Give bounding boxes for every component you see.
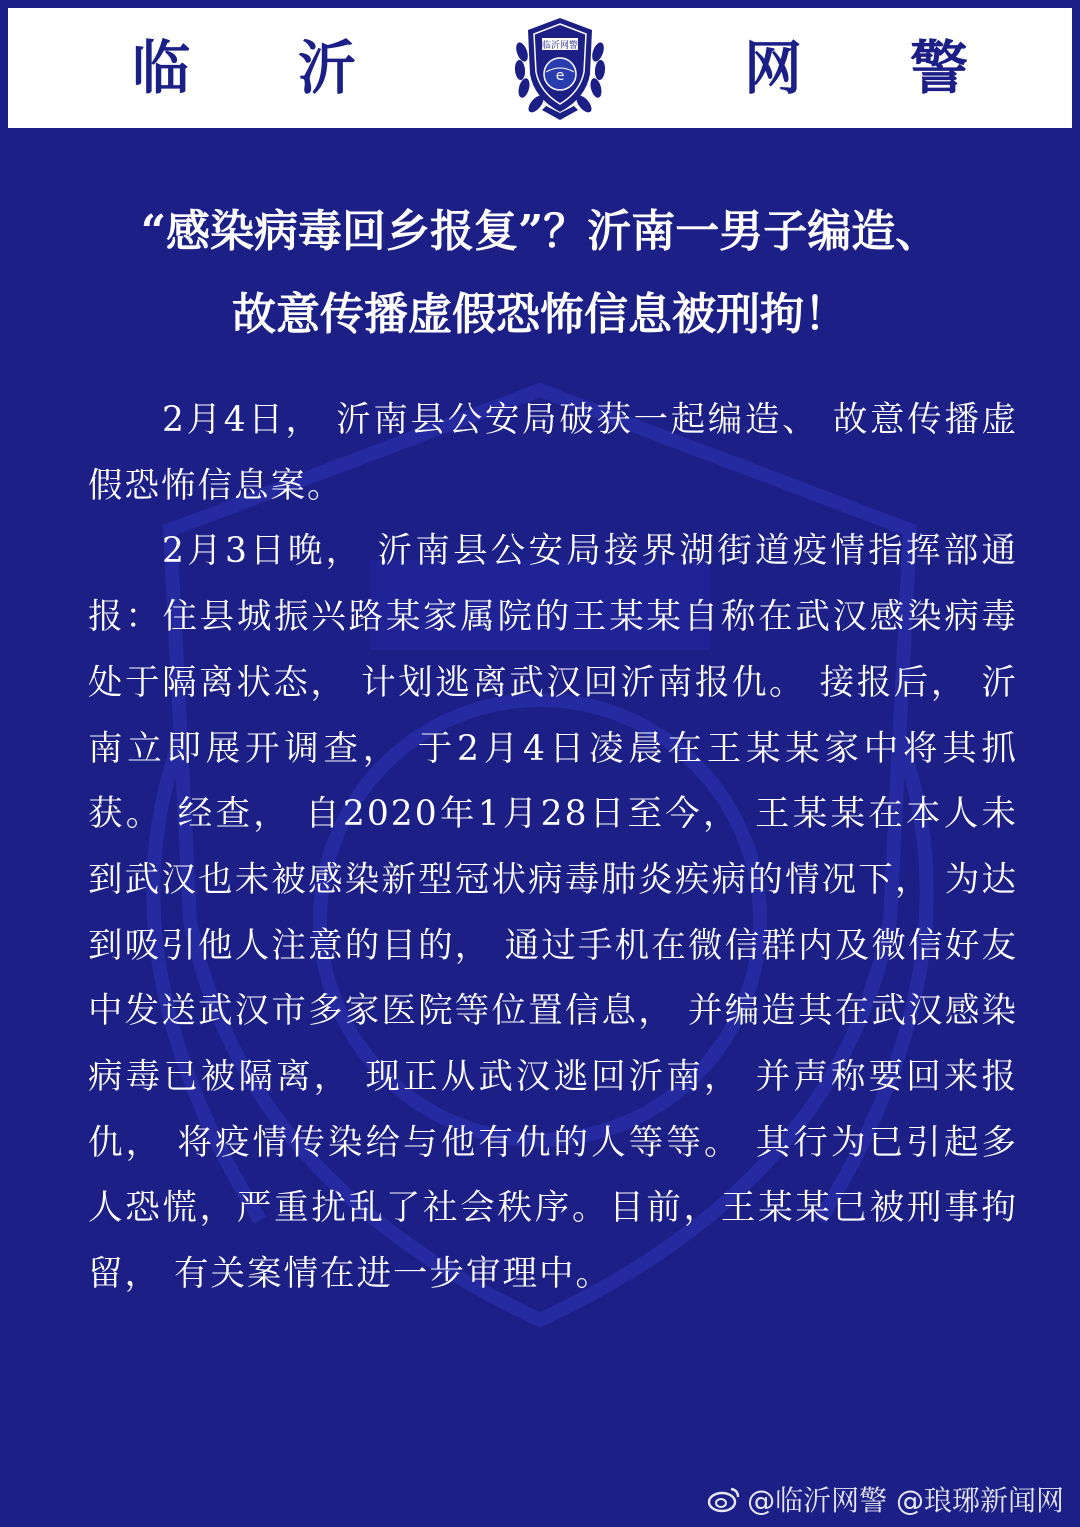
header-char-2: 沂 xyxy=(298,34,357,102)
article-body xyxy=(88,388,1018,1308)
paragraph-1: 2月4日， 沂南县公安局破获一起编造、 故意传播虚假恐怖信息案。 xyxy=(88,400,1018,506)
header-banner xyxy=(8,8,1072,128)
header-char-3: 网 xyxy=(744,34,803,102)
badge-text: 临沂网警 xyxy=(541,41,579,51)
header-char-4: 警 xyxy=(910,34,969,102)
weibo-icon xyxy=(707,1485,741,1513)
weibo-watermark-text: @临沂网警 @琅琊新闻网 xyxy=(747,1484,1064,1517)
svg-text:e: e xyxy=(555,68,565,84)
weibo-watermark xyxy=(707,1479,1064,1519)
headline-line-1: “感染病毒回乡报复”？沂南一男子编造、 xyxy=(140,206,940,257)
police-emblem-icon xyxy=(508,12,612,124)
paragraph-2: 2月3日晚， 沂南县公安局接界湖街道疫情指挥部通报：住县城振兴路某家属院的王某某自称在武汉感染病毒处于隔离状态， 计划逃离武汉回沂南报仇。 接报后， 沂南立即展开调查， 于2月4日凌晨在王某某家中将其抓获。 经查， 自2020年1月28日至今， 王某某在本人未到武汉也未被感染新型冠状病毒肺炎疾病的情况下， 为达到吸引他人注意的目的， 通过手机在微信群内及微信好友中发送武汉市多家医院等位置信息， 并编造其在武汉感染病毒已被隔离， 现正从武汉逃回沂南， 并声称要回来报仇， 将疫情传染给与他有仇的人等等。 其行为已引起多人恐慌，严重扰乱了社会秩序。目前，王某某已被刑事拘留， 有关案情在进一步审理中。 xyxy=(88,531,1018,1295)
header-char-1: 临 xyxy=(132,34,191,102)
headline-line-2: 故意传播虚假恐怖信息被刑拘！ xyxy=(232,289,848,340)
